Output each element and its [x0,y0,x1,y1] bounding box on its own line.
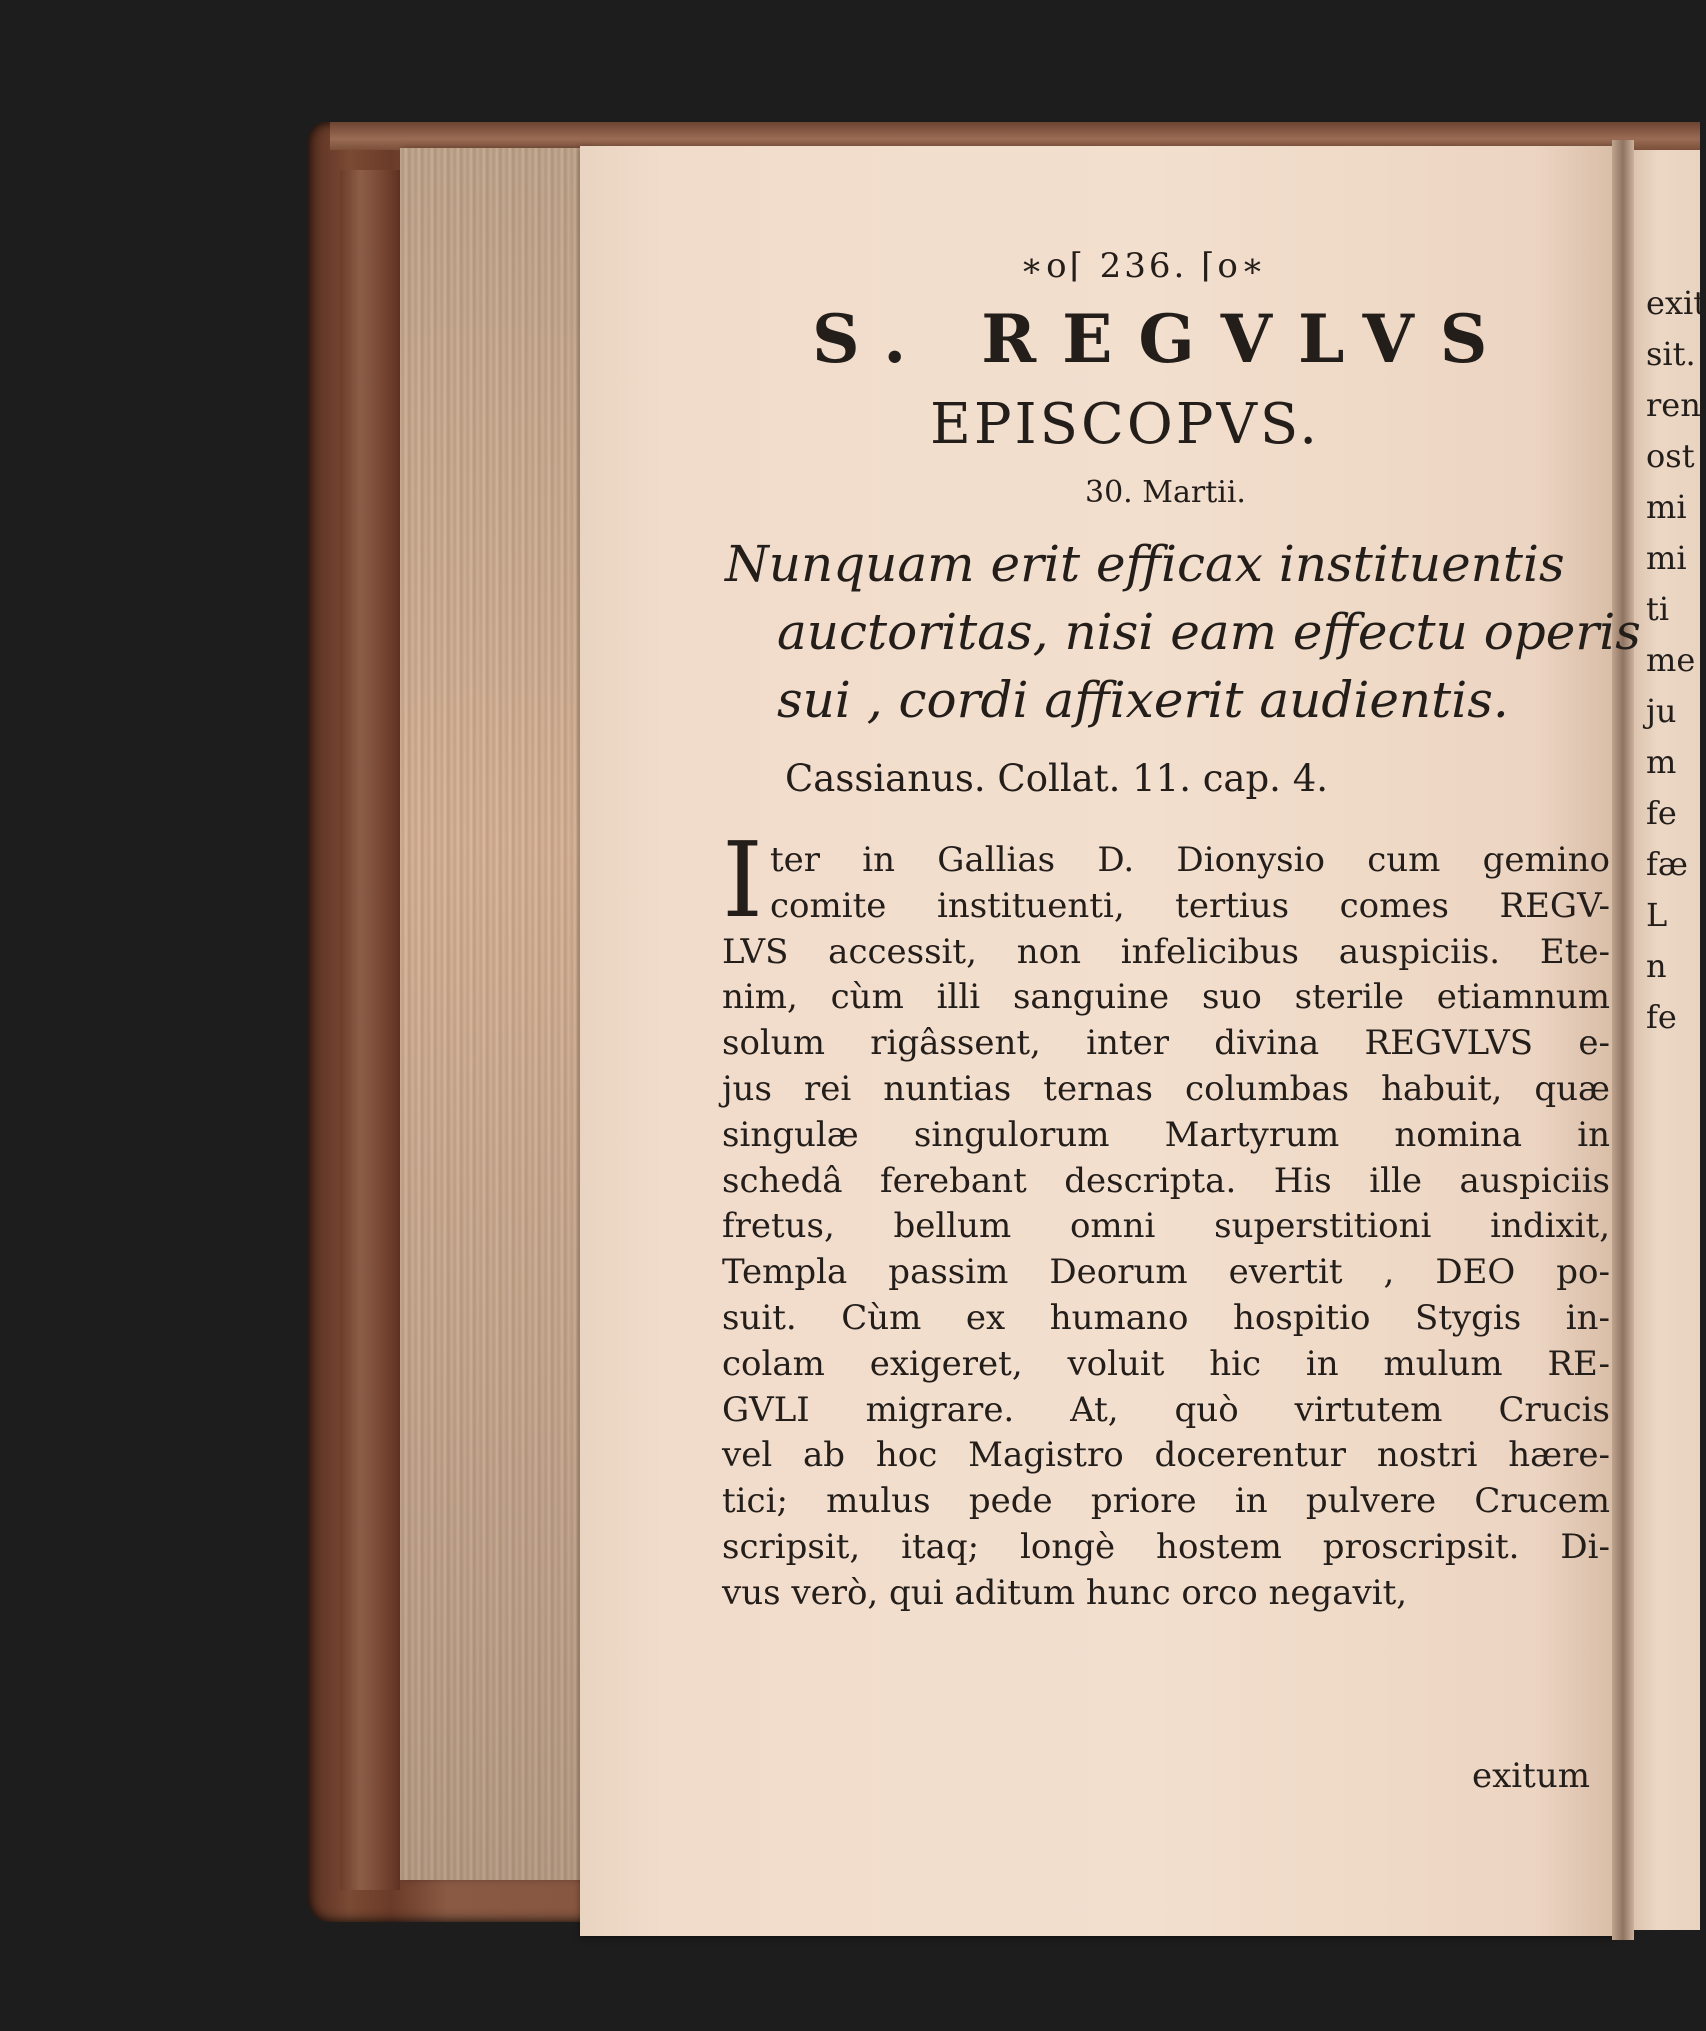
book-spine-edge [340,170,400,1890]
facing-line: m [1646,743,1677,781]
epigraph-quote [725,530,1641,734]
page-block-edges [400,148,590,1880]
facing-line: ost [1646,437,1695,475]
facing-line: mi [1646,539,1687,577]
facing-line: ju [1646,692,1677,730]
body-line: Templa passim Deorum evertit , DEO po- [722,1252,1610,1293]
body-paragraph [722,838,1610,1617]
facing-page-text [1646,278,1706,1043]
facing-line: mi [1646,488,1687,526]
facing-line: ren [1646,386,1701,424]
facing-line: sit. [1646,335,1696,373]
facing-line: fæ [1646,845,1688,883]
body-line: suit. Cùm ex humano hospitio Stygis in- [722,1297,1610,1338]
page-subtitle: EPISCOPVS. [930,392,1321,457]
body-line: scripsit, itaq; longè hostem proscripsit. Di- [722,1526,1610,1567]
body-line: schedâ ferebant descripta. His ille auspiciis [722,1160,1610,1201]
body-line: ter in Gallias D. Dionysio cum gemino [770,840,1610,880]
facing-line: exit [1646,284,1706,322]
body-line: solum rigâssent, inter divina REGVLVS e- [722,1023,1610,1064]
feast-date: 30. Martii. [1085,475,1246,510]
book-gutter [1612,140,1634,1940]
running-head-page-number: ∗o⌈ 236. ⌈o∗ [1020,246,1268,286]
catchword: exitum [1472,1756,1590,1796]
body-line: singulæ singulorum Martyrum nomina in [722,1114,1610,1155]
facing-line: fe [1646,998,1677,1036]
body-line: tici; mulus pede priore in pulvere Crucem [722,1481,1610,1522]
facing-line: L [1646,896,1668,934]
body-line: vus verò, qui aditum hunc orco negavit, [722,1572,1408,1613]
page-title: S. REGVLVS [812,300,1514,378]
facing-line: fe [1646,794,1677,832]
drop-cap-initial: I [722,819,764,941]
body-line: fretus, bellum omni superstitioni indixit, [722,1206,1610,1247]
body-line: nim, cùm illi sanguine suo sterile etiamnum [722,977,1610,1018]
body-line: LVS accessit, non infelicibus auspiciis. Ete- [722,931,1610,972]
quote-line: sui , cordi affixerit audientis. [777,671,1509,729]
body-line: vel ab hoc Magistro docerentur nostri hære- [722,1435,1610,1476]
body-line: GVLI migrare. At, quò virtutem Crucis [722,1389,1610,1430]
body-line: jus rei nuntias ternas columbas habuit, quæ [722,1068,1610,1109]
quote-line: Nunquam erit efficax instituentis [725,535,1565,593]
facing-line: ti [1646,590,1670,628]
quote-line: auctoritas, nisi eam effectu operis [777,603,1641,661]
body-line: colam exigeret, voluit hic in mulum RE- [722,1343,1610,1384]
facing-line: n [1646,947,1667,985]
body-line: comite instituenti, tertius comes REGV- [770,885,1610,926]
quote-citation: Cassianus. Collat. 11. cap. 4. [785,757,1329,800]
facing-line: me [1646,641,1696,679]
